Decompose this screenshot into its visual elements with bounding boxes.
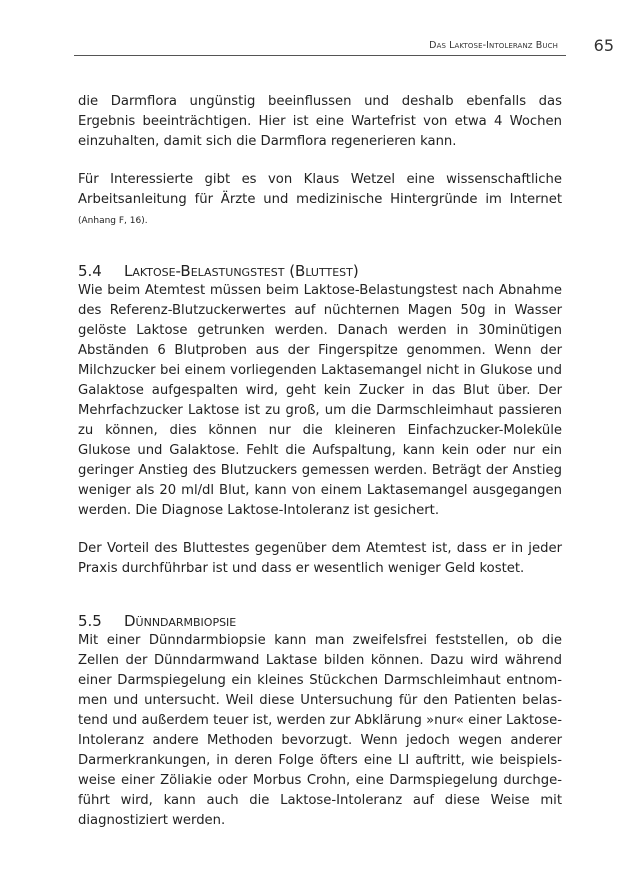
intro-paragraph-2 xyxy=(78,170,562,231)
page-body xyxy=(78,92,562,831)
appendix-reference: (Anhang F, 16). xyxy=(78,216,148,226)
section-number: 5.4 xyxy=(78,262,102,280)
section-heading-5-5 xyxy=(78,611,562,631)
page-number: 65 xyxy=(593,36,614,55)
section-heading-5-4 xyxy=(78,261,562,281)
section-5-5-paragraph-1: Mit einer Dünndarmbiopsie kann man zweifelsfrei feststellen, ob die Zellen der Dünndarmwand Laktase bilden können. Dazu wird während einer Darmspiegelung ein kleines Stückchen Darmschleimhaut entnommen und untersucht. Weil diese Untersuchung für den Patienten belastend und außerdem teuer ist, werden zur Abklärung »nur« einer Laktose-Intoleranz andere Methoden bevorzugt. Wenn jedoch wegen anderer Darmerkrankungen, in deren Folge öfters eine LI auftritt, wie beispielsweise einer Zöliakie oder Morbus Crohn, eine Darmspiegelung durchgeführt wird, kann auch die Laktose-Intoleranz auf diese Weise mit diagnostiziert werden. xyxy=(78,633,562,828)
intro-paragraph-2-text: Für Interessierte gibt es von Klaus Wetzel eine wissenschaftliche Arbeitsanleitung für Ärzte und medizinische Hintergründe im Internet xyxy=(78,172,562,207)
running-header-title: Das Laktose-Intoleranz Buch xyxy=(429,40,558,51)
section-title: Dünndarmbiopsie xyxy=(124,612,237,630)
header-rule xyxy=(74,55,566,56)
section-5-4-paragraph-2: Der Vorteil des Bluttestes gegenüber dem Atemtest ist, dass er in jeder Praxis durchführbar ist und dass er wesentlich weniger Geld kostet. xyxy=(78,541,562,576)
section-5-4-paragraph-1: Wie beim Atemtest müssen beim Laktose-Belastungstest nach Abnahme des Referenz-Blutzuckerwertes auf nüchternen Magen 50g in Wasser gelöste Laktose getrunken werden. Danach werden in 30minütigen Abständen 6 Blutproben aus der Fingerspitze genommen. Wenn der Milchzucker bei einem vorliegenden Laktasemangel nicht in Glukose und Galaktose aufgespalten wird, geht kein Zucker in das Blut über. Der Mehrfachzucker Laktose ist zu groß, um die Darmschleimhaut passieren zu können, dies können nur die kleineren Einfachzucker-Moleküle Glukose und Galaktose. Fehlt die Aufspaltung, kann kein oder nur ein geringer Anstieg des Blutzuckers gemessen werden. Beträgt der Anstieg weniger als 20 ml/dl Blut, kann von einem Laktasemangel ausgegangen werden. Die Diagnose Laktose-Intoleranz ist gesichert. xyxy=(78,283,562,518)
section-number: 5.5 xyxy=(78,612,102,630)
intro-paragraph-1: die Darmflora ungünstig beeinflussen und deshalb ebenfalls das Ergebnis beeinträchtigen. Hier ist eine Wartefrist von etwa 4 Wochen einzuhalten, damit sich die Darmflora regenerieren kann. xyxy=(78,94,562,149)
running-header xyxy=(74,36,614,58)
section-title: Laktose-Belastungstest (Bluttest) xyxy=(124,262,359,280)
